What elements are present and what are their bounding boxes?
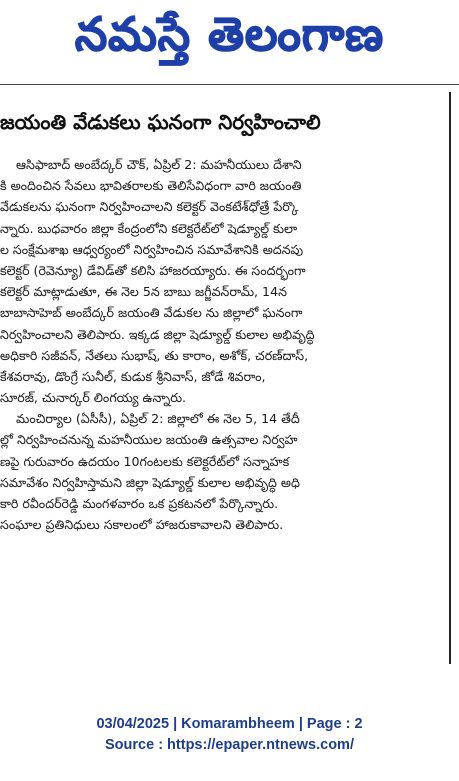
masthead-divider [0, 84, 459, 85]
article-line: కలెక్టర్ (రెవెన్యూ) డేవిడ్‌తో కలిసి హాజరయ్యారు. ఈ సందర్భంగా [0, 262, 306, 278]
article-line: కారి రవీందర్‌రెడ్డి మంగళవారం ఒక ప్రకటనలో పేర్కొన్నారు. [0, 496, 279, 511]
article-line: కేశవరావు, డొంగ్రే సునీల్, కుడుక శ్రీనివాస్, జోడే శివరాం, [0, 368, 266, 384]
article-line: అధికారి సజీవన్, నేతలు సుభాష్, తు కారాం, అశోక్, చరణ్‌దాస్, [0, 347, 309, 363]
article-line: ణపై గురువారం ఉదయం 10గంటలకు కలెక్టరేట్‌లో సన్నాహక [0, 453, 290, 469]
footer-source: Source : https://epaper.ntnews.com/ [105, 737, 354, 753]
article-line: సూరజ్, చునార్కర్ లింగయ్య ఉన్నారు. [0, 390, 187, 406]
article-line: బాబాసాహెబ్ అంబేద్కర్ జయంతి వేడుకల ను జిల్లాలో ఘనంగా [0, 305, 303, 321]
article-line: న్నారు. బుధవారం జిల్లా కేంద్రంలోని కలెక్టరేట్‌లో షెడ్యూల్డ్ కులా [0, 220, 298, 236]
article-line: ల సంక్షేమశాఖ ఆధ్వర్యంలో నిర్వహించిన సమావేశానికి అదనపు [0, 241, 304, 257]
article-line: సంఘాల ప్రతినిధులు సకాలంలో హాజరుకావాలని తెలిపారు. [0, 517, 284, 533]
newspaper-masthead [0, 0, 459, 80]
footer-edition-info: 03/04/2025 | Komarambheem | Page : 2 [96, 716, 363, 732]
article-body [0, 154, 459, 535]
page-footer [0, 714, 459, 756]
masthead-title: నమస్తే తెలంగాణ [74, 7, 385, 61]
clipping-border [449, 92, 451, 664]
article-line: కి అందించిన సేవలు భావితరాలకు తెలిసేవిధంగా వారి జయంతి [0, 178, 302, 194]
article-line: సమావేశం నిర్వహిస్తామని జిల్లా షెడ్యూల్డ్ కులాల అభివృద్ధి అధి [0, 474, 300, 490]
article-line: కలెక్టర్ మాట్లాడుతూ, ఈ నెల 5న బాబు జగ్జీవన్‌రామ్, 14న [0, 284, 287, 300]
article-line: ల్లో నిర్వహించనున్న మహనీయుల జయంతి ఉత్సవాల నిర్వహ [0, 432, 298, 448]
article-headline: జయంతి వేడుకలు ఘనంగా నిర్వహించాలి [0, 110, 321, 134]
article-line: వేడుకలను ఘనంగా నిర్వహించాలని కలెక్టర్ వెంకటేశ్‌ధోత్రే పేర్కొ [0, 199, 299, 215]
article-line: ఆసిఫాబాద్ అంబేద్కర్ చౌక్, ఏప్రిల్ 2: మహనీయులు దేశాని [16, 157, 302, 172]
article-line: నిర్వహించాలని తెలిపారు. ఇక్కడ జిల్లా షెడ్యూల్డ్ కులాల అభివృద్ధి [0, 326, 315, 342]
article-line: మంచిర్యాల (ఏసీసీ), ఏప్రిల్ 2: జిల్లాలో ఈ నెల 5, 14 తేదీ [16, 411, 300, 427]
article-clipping [0, 92, 459, 682]
